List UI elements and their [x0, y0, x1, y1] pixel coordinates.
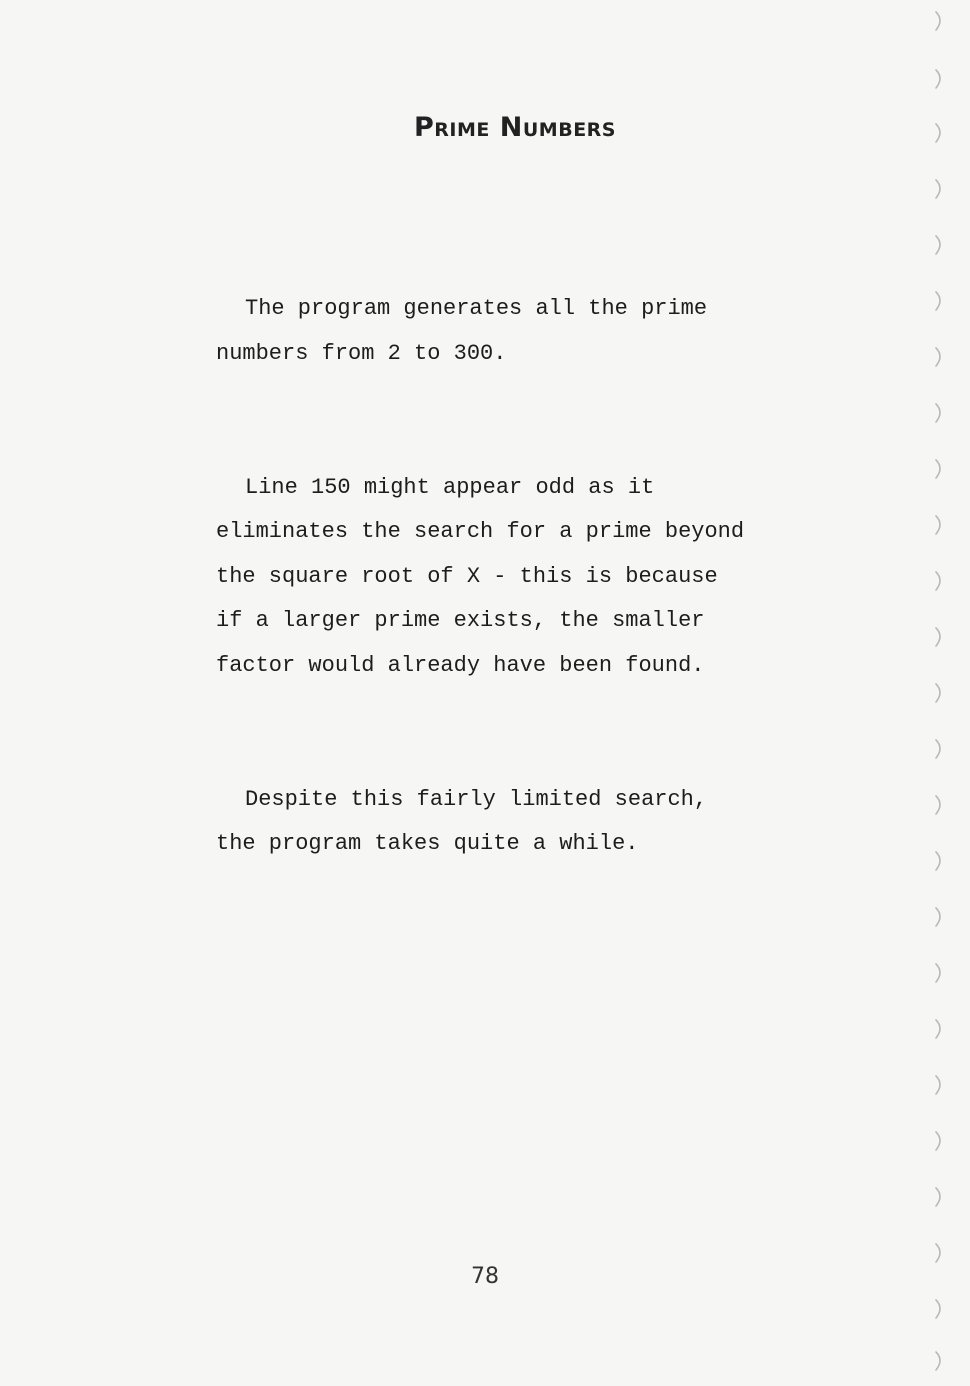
binding-holes-decoration — [930, 0, 950, 1386]
paragraph-text: Line 150 might appear odd as it eliminates the search for a prime beyond the square root of X - this is because if a larger prime exists, the smaller factor would already have been found. — [216, 474, 745, 678]
paragraph-intro — [216, 287, 856, 376]
paragraph-search-note — [216, 778, 856, 867]
page-title: Prime Numbers — [414, 112, 616, 143]
paragraph-text: Despite this fairly limited search, the program takes quite a while. — [216, 786, 708, 857]
paragraph-text: The program generates all the prime numbers from 2 to 300. — [216, 296, 708, 366]
paragraph-line-150 — [216, 466, 856, 689]
page-number: 78 — [471, 1264, 499, 1289]
body-text — [216, 198, 856, 956]
